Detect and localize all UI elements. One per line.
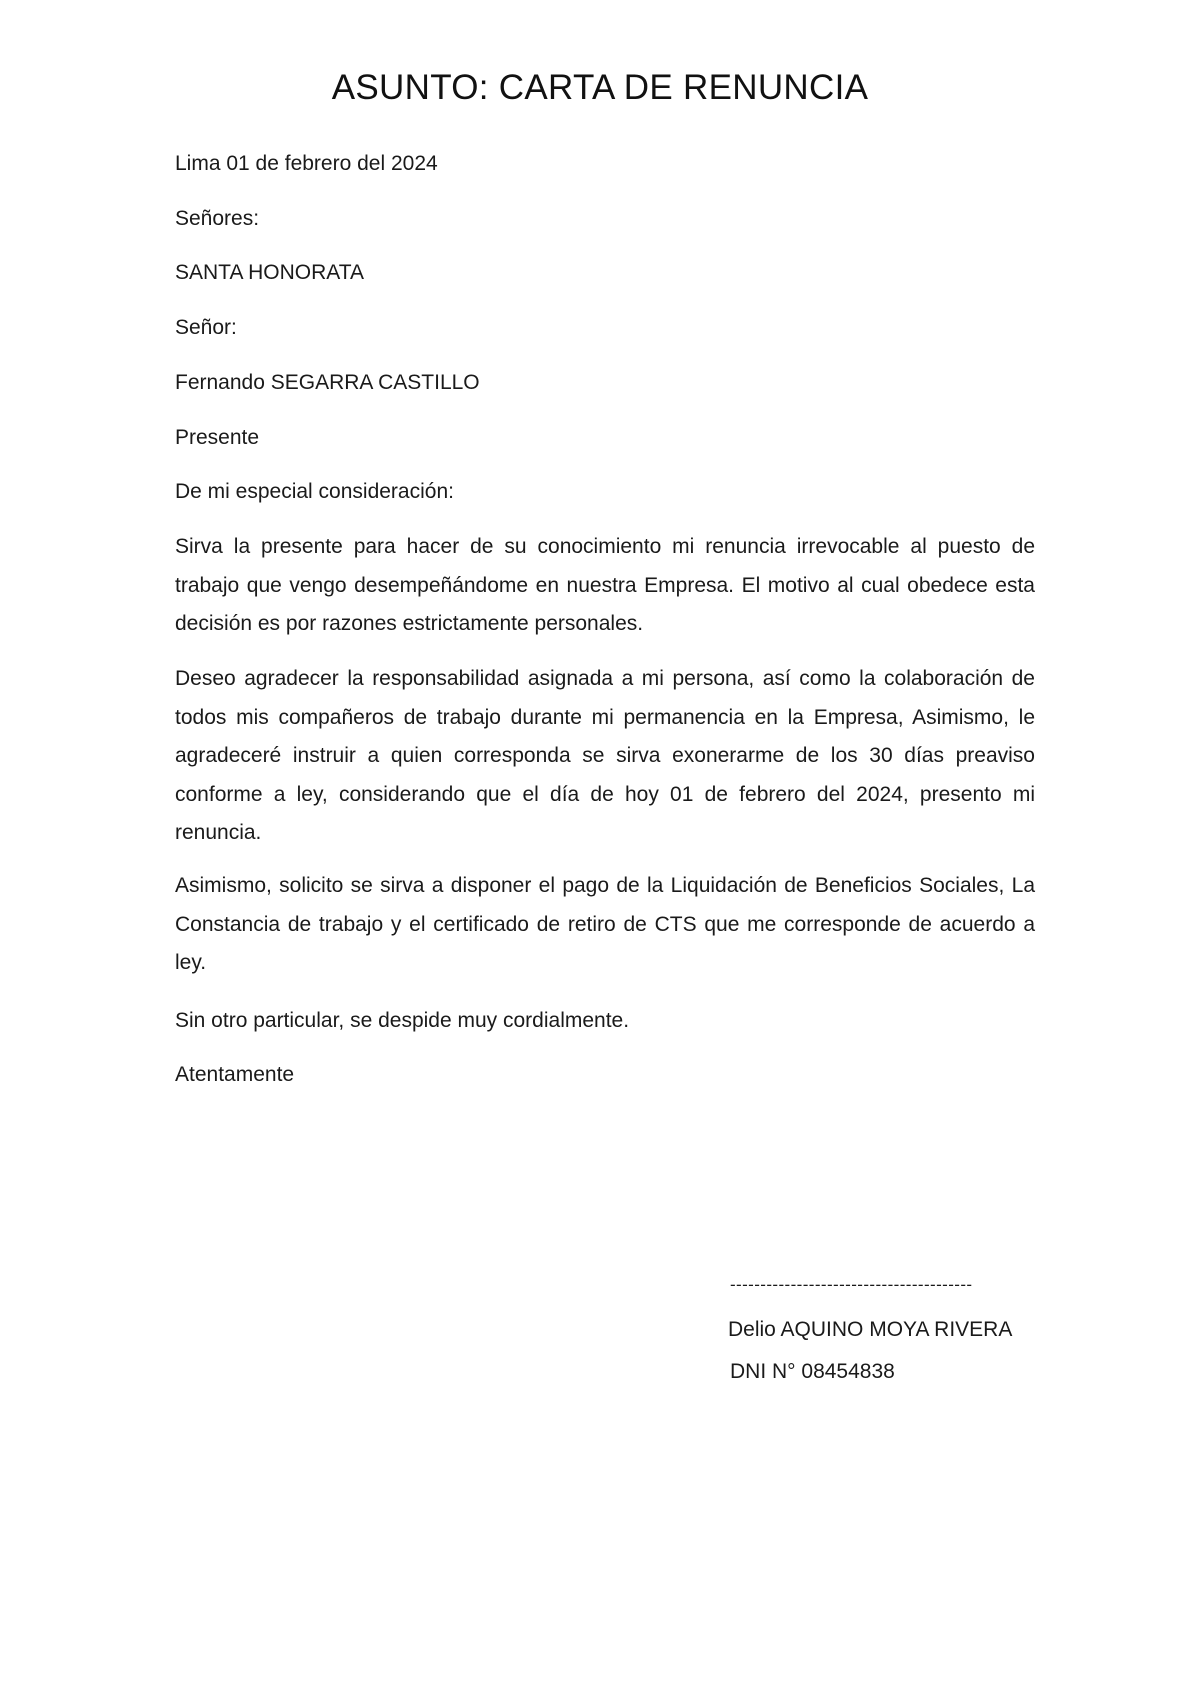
signer-name: Delio AQUINO MOYA RIVERA — [728, 1318, 1013, 1341]
body-paragraph-3: Asimismo, solicito se sirva a disponer el pago de la Liquidación de Beneficios Sociales, La Constancia de trabajo y el certificado de retiro de CTS que me corresponde de acuerdo a ley. — [175, 874, 1035, 974]
letter-title: ASUNTO: CARTA DE RENUNCIA — [331, 68, 869, 107]
recipient-title-label: Señor: — [175, 316, 237, 339]
recipient-person: Fernando SEGARRA CASTILLO — [175, 371, 480, 394]
signer-dni: DNI N° 08454838 — [730, 1360, 895, 1383]
body-paragraph-2: Deseo agradecer la responsabilidad asignada a mi persona, así como la colaboración de todos mis compañeros de trabajo durante mi permanencia en la Empresa, Asimismo, le agradeceré instruir a quien corresponda se sirva exonerarme de los 30 días preaviso conforme a ley, considerando que el día de hoy 01 de febrero del 2024, presento mi renuncia. — [175, 667, 1035, 844]
date-line: Lima 01 de febrero del 2024 — [175, 152, 438, 175]
sign-off: Atentamente — [175, 1063, 295, 1086]
closing-line: Sin otro particular, se despide muy cordialmente. — [175, 1009, 630, 1032]
signature-line: ---------------------------------------- — [730, 1275, 973, 1294]
body-paragraph-1: Sirva la presente para hacer de su conocimiento mi renuncia irrevocable al puesto de trabajo que vengo desempeñándome en nuestra Empresa. El motivo al cual obedece esta decisión es por razones estrictamente personales. — [175, 535, 1035, 635]
recipient-company: SANTA HONORATA — [175, 261, 365, 284]
salutation: De mi especial consideración: — [175, 480, 454, 503]
recipients-label: Señores: — [175, 207, 260, 230]
presente-line: Presente — [175, 426, 260, 449]
